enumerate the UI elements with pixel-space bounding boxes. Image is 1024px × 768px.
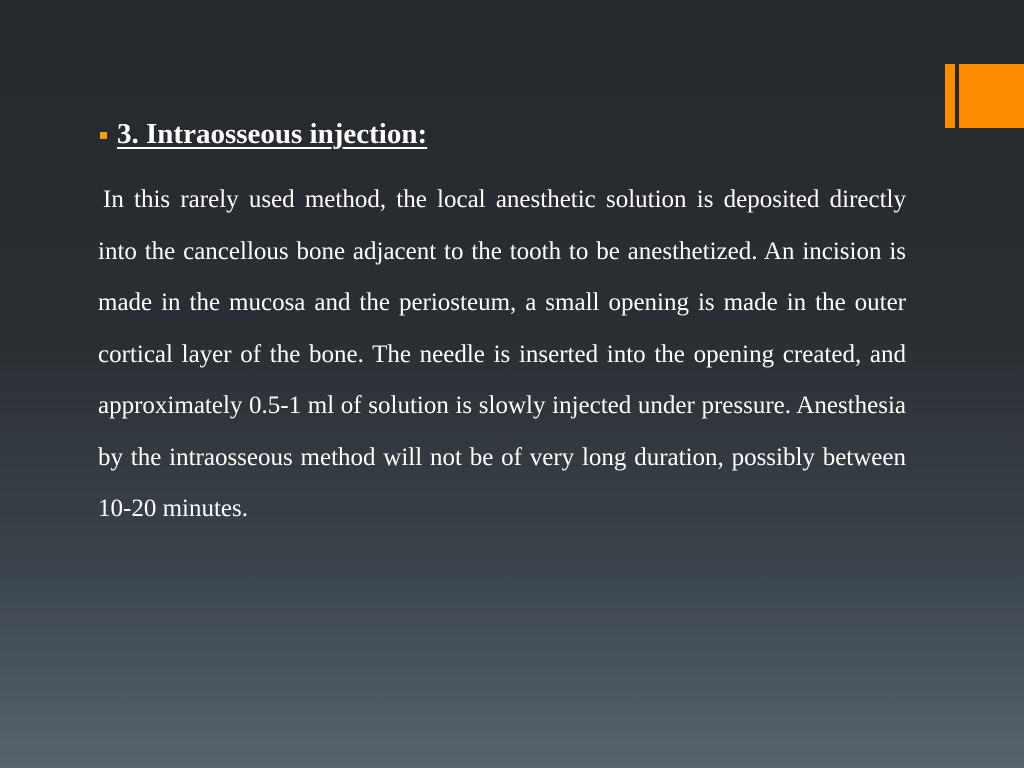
accent-bars-decoration xyxy=(945,64,1024,128)
slide-body-paragraph: In this rarely used method, the local anesthetic solution is deposited directly into the cancellous bone adjacent to the tooth to be anesthetized. An incision is made in the mucosa and the periosteum, a small opening is made in the outer cortical layer of the bone. The needle is inserted into the opening created, and approximately 0.5-1 ml of solution is slowly injected under pressure. Anesthesia by the intraosseous method will not be of very long duration, possibly between 10-20 minutes. xyxy=(98,186,906,522)
accent-bar-wide xyxy=(959,64,1024,128)
square-bullet-icon xyxy=(100,132,107,139)
slide-heading: 3. Intraosseous injection: xyxy=(117,117,428,150)
heading-row xyxy=(100,114,427,154)
accent-bar-thin xyxy=(945,64,955,128)
